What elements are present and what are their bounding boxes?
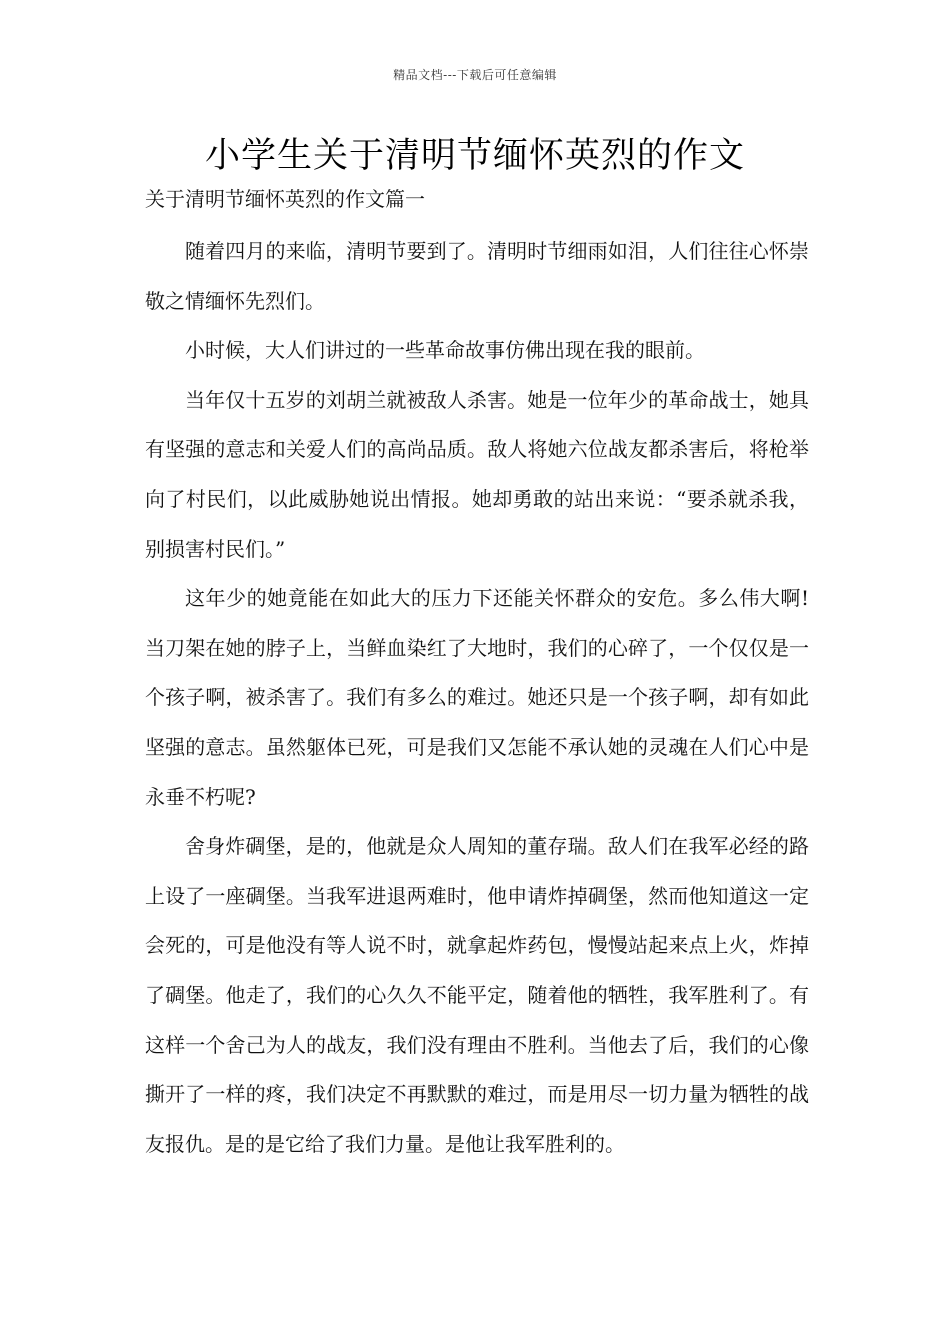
header-note: 精品文档---下载后可任意编辑 (393, 68, 557, 82)
paragraph: 舍身炸碉堡，是的，他就是众人周知的董存瑞。敌人们在我军必经的路上设了一座碉堡。当我军进退两难时，他申请炸掉碉堡，然而他知道这一定会死的，可是他没有等人说不时，就拿起炸药包，慢慢站起来点上火，炸掉了碉堡。他走了，我们的心久久不能平定，随着他的牺牲，我军胜利了。有这样一个舍己为人的战友，我们没有理由不胜利。当他去了后，我们的心像撕开了一样的疼，我们决定不再默默的难过，而是用尽一切力量为牺牲的战友报仇。是的是它给了我们力量。是他让我军胜利的。 (145, 834, 809, 1156)
paragraph: 这年少的她竟能在如此大的压力下还能关怀群众的安危。多么伟大啊!当刀架在她的脖子上，当鲜血染红了大地时，我们的心碎了，一个仅仅是一个孩子啊，被杀害了。我们有多么的难过。她还只是一个孩子啊，却有如此坚强的意志。虽然躯体已死，可是我们又怎能不承认她的灵魂在人们心中是永垂不朽呢? (145, 586, 809, 809)
paragraph: 随着四月的来临，清明节要到了。清明时节细雨如泪，人们往往心怀崇敬之情缅怀先烈们。 (145, 239, 809, 313)
section-heading: 关于清明节缅怀英烈的作文篇一 (145, 187, 425, 211)
document-title: 小学生关于清明节缅怀英烈的作文 (204, 136, 745, 176)
paragraph: 当年仅十五岁的刘胡兰就被敌人杀害。她是一位年少的革命战士，她具有坚强的意志和关爱人们的高尚品质。敌人将她六位战友都杀害后，将枪举向了村民们，以此威胁她说出情报。她却勇敢的站出来说：“要杀就杀我，别损害村民们。” (145, 387, 809, 561)
paragraph: 小时候，大人们讲过的一些革命故事仿佛出现在我的眼前。 (185, 338, 705, 363)
document-body (145, 227, 809, 1169)
